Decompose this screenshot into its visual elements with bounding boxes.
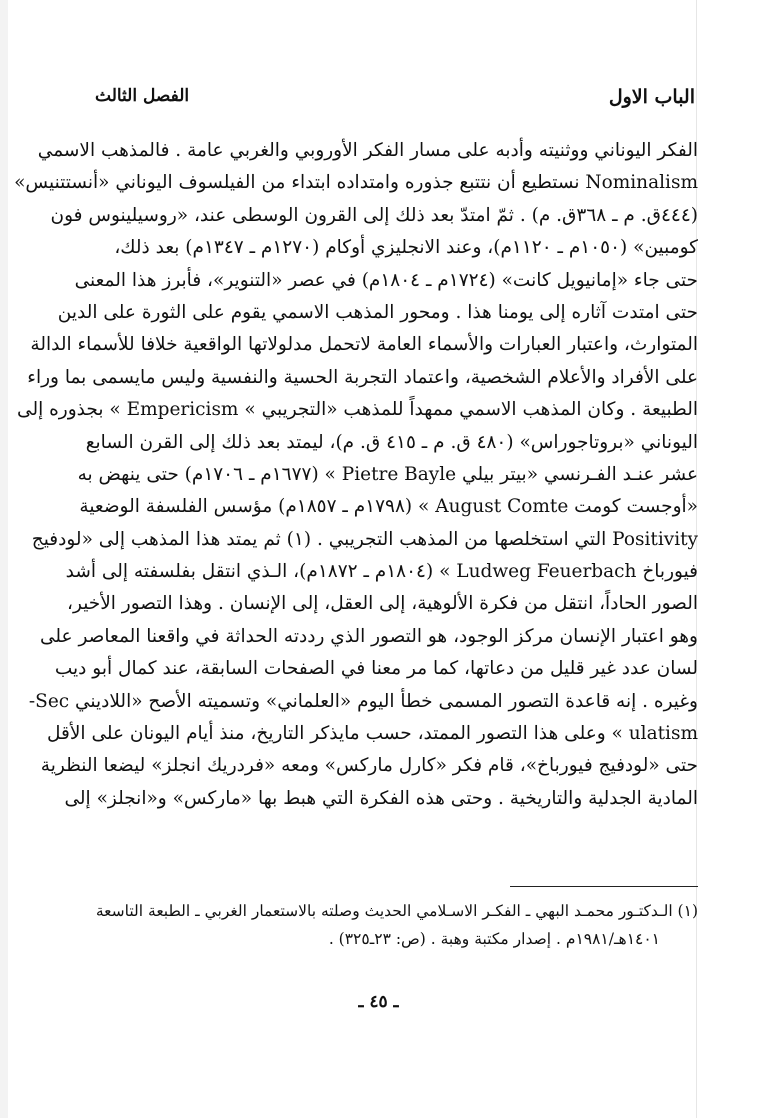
body-line: حتى «لودفيج فيورباخ»، قام فكر «كارل ماركس» ومعه «فردريك انجلز» ليضعا النظرية — [40, 755, 698, 777]
footnote-line-1: (١) الـدكتـور محمـد البهي ـ الفكـر الاسـلامي الحديث وصلته بالاستعمار الغربي ـ الطبعة التاسعة — [95, 902, 698, 920]
body-line: فيورباخ Ludweg Feuerbach » (١٨٠٤م ـ ١٨٧٢م)، الـذي انتقل بفلسفته إلى أشد — [65, 561, 698, 583]
body-line: الطبيعة . وكان المذهب الاسمي ممهداً للمذهب «التجريبي » Empericism » بجذوره إلى — [17, 399, 698, 421]
body-line: (٤٤٤ق. م ـ ٣٦٨ق. م) . ثمّ امتدّ بعد ذلك إلى القرون الوسطى عند، «روسيلينوس فون — [50, 204, 698, 226]
page-number: ـ ٤٥ ـ — [358, 992, 399, 1012]
body-line: الصور الحاداً، انتقل من فكرة الألوهية، إلى العقل، إلى الإنسان . وهذا التصور الأخير، — [67, 593, 698, 615]
body-line: حتى جاء «إمانيويل كانت» (١٧٢٤م ـ ١٨٠٤م) في عصر «التنوير»، فأبرز هذا المعنى — [74, 269, 698, 291]
body-line: وهو اعتبار الإنسان مركز الوجود، هو التصور الذي رددته الحداثة في واقعنا المعاصر على — [40, 625, 698, 647]
body-line: المادية الجدلية والتاريخية . وحتى هذه الفكرة التي هبط بها «ماركس» و«انجلز» إلى — [64, 787, 698, 809]
header-chapter-title: الفصل الثالث — [95, 86, 190, 106]
body-line: حتى امتدت آثاره إلى يومنا هذا . ومحور المذهب الاسمي يقوم على الثورة على الدين — [57, 301, 698, 323]
running-header — [95, 86, 695, 116]
header-part-title: الباب الاول — [608, 86, 695, 108]
body-line: اليوناني «بروتاجوراس» (٤٨٠ ق. م ـ ٤١٥ ق. م)، ليمتد بعد ذلك إلى القرن السابع — [85, 431, 698, 453]
footnote-line-2: ١٤٠١هـ/١٩٨١م . إصدار مكتبة وهبة . (ص: ٢٣ـ٣٢٥) . — [328, 930, 660, 948]
body-line: ulatism » وعلى هذا التصور الممتد، حسب مايذكر التاريخ، منذ أيام اليونان على الأقل — [47, 723, 698, 745]
body-line: عشر عنـد الفـرنسي «بيتر بيلي Pietre Bayle » (١٦٧٧م ـ ١٧٠٦م) حتى ينهض به — [77, 463, 698, 485]
scan-left-edge — [0, 0, 8, 1118]
body-line: الفكر اليوناني ووثنيته وأدبه على مسار الفكر الأوروبي والغربي عامة . فالمذهب الاسمي — [37, 140, 698, 161]
body-line: على الأفراد والأعلام الشخصية، واعتماد التجربة الحسية والنفسية وليس مايسمى بما وراء — [27, 366, 698, 388]
body-text — [14, 135, 698, 815]
body-line: وغيره . إنه قاعدة التصور المسمى خطأ اليوم «العلماني» وتسميته الأصح «اللاديني Sec- — [28, 690, 698, 712]
body-line: المتوارث، واعتبار العبارات والأسماء العامة لاتحمل مدلولاتها الواقعية خلافا للأسماء الدالة — [30, 334, 698, 356]
body-line: لسان عدد غير قليل من دعاتها، كما مر معنا في الصفحات السابقة، عند كمال أبو ديب — [54, 658, 698, 680]
body-line: Nominalism نستطيع أن نتتبع جذوره وامتداده ابتداء من الفيلسوف اليوناني «أنستتنيس» — [14, 172, 698, 194]
footnote — [95, 897, 698, 953]
body-line: كومبين» (١٠٥٠م ـ ١١٢٠م)، وعند الانجليزي أوكام (١٢٧٠م ـ ١٣٤٧م) بعد ذلك، — [114, 237, 698, 259]
body-line: «أوجست كومت August Comte » (١٧٩٨م ـ ١٨٥٧م) مؤسس الفلسفة الوضعية — [79, 496, 698, 518]
footnote-separator — [510, 886, 698, 887]
body-line: Positivity التي استخلصها من المذهب التجريبي . (١) ثم يمتد هذا المذهب إلى «لودفيج — [31, 528, 698, 550]
